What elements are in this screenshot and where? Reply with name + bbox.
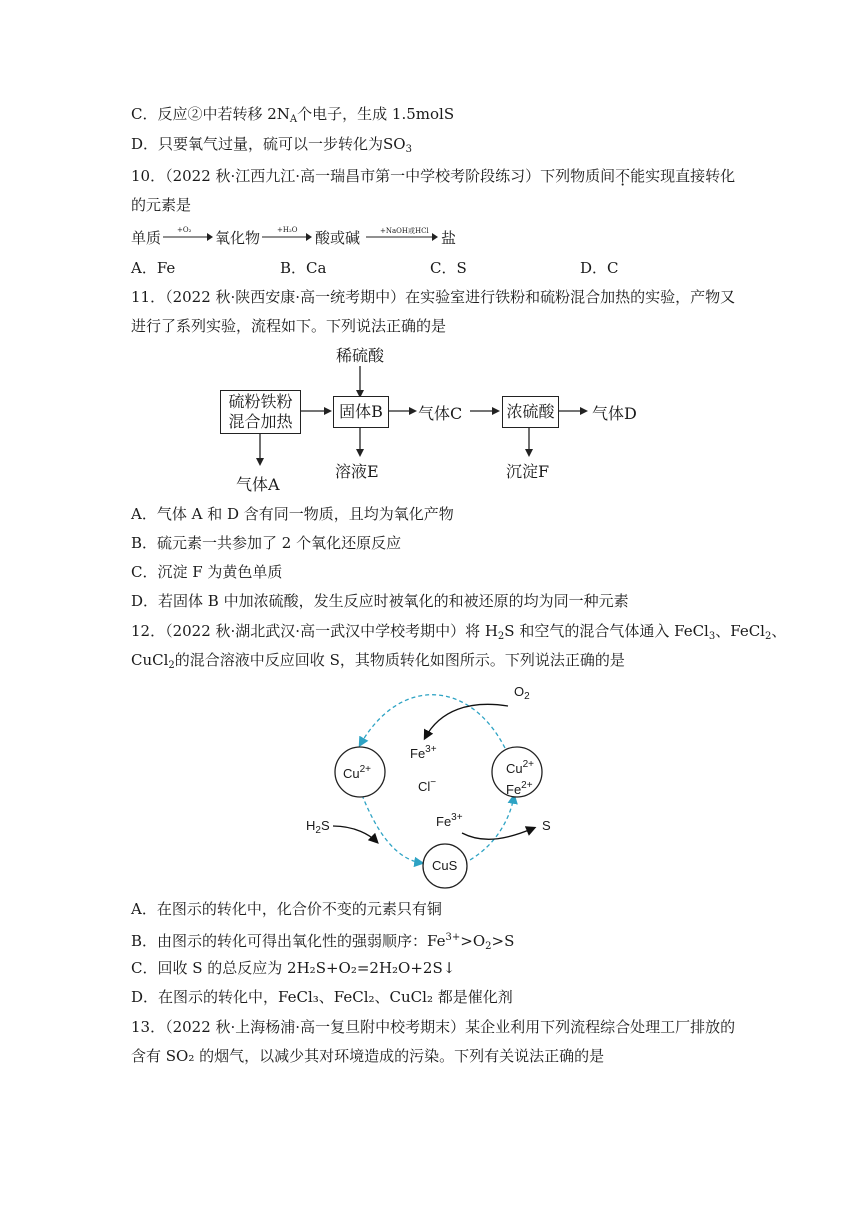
q12-option-b: B．由图示的转化可得出氧化性的强弱顺序：$Fe^{3+}>O_2>S$ — [131, 932, 515, 952]
q10-option-a: A．Fe — [131, 259, 176, 277]
q10-option-b: B．Ca — [280, 259, 327, 277]
q12-option-a: A．在图示的转化中，化合价不变的元素只有铜 — [131, 900, 442, 918]
chain-acid-base: 酸或碱 — [315, 229, 361, 247]
fe3-label: $Fe^{3+}$ — [410, 744, 437, 761]
q11-option-d: D．若固体 B 中加浓硫酸，发生反应时被氧化的和被还原的均为同一种元素 — [131, 592, 629, 610]
q11-stem-line2: 进行了系列实验，流程如下。下列说法正确的是 — [131, 317, 447, 335]
q10-option-c: C．S — [430, 259, 467, 277]
q9-option-c: C．反应②中若转移 $2N_A$个电子，生成 1.5molS — [131, 105, 455, 125]
q12-stem-line1: 12．（2022 秋·湖北武汉·高一武汉中学校考期中）将 $H_2S$ 和空气的混合气体通入 FeCl$_3$、FeCl$_2$、 — [131, 622, 787, 642]
q13-stem-line1: 13．（2022 秋·上海杨浦·高一复旦附中校考期末）某企业利用下列流程综合处理工厂排放的 — [131, 1018, 736, 1036]
q11-option-c: C．沉淀 F 为黄色单质 — [131, 563, 283, 581]
h2s-label: $H_2S$ — [306, 818, 330, 836]
chain-salt: 盐 — [441, 229, 457, 247]
box-conc-sulfuric-acid: 浓硫酸 — [502, 396, 559, 428]
emphasis-dots: 不能 — [615, 167, 646, 185]
chain-arrow-label: +H₂O — [277, 226, 298, 234]
dilute-sulfuric-acid-label: 稀硫酸 — [336, 346, 385, 365]
q11-option-a: A．气体 A 和 D 含有同一物质，且均为氧化产物 — [131, 505, 454, 523]
q9-option-d: D．只要氧气过量，硫可以一步转化为$SO_3$ — [131, 135, 412, 155]
sulfur-product-label: S — [542, 818, 551, 833]
box-heating: 硫粉铁粉 混合加热 — [220, 390, 301, 434]
cu-fe-circle-label: $Cu^{2+}$ $Fe^{2+}$ — [506, 759, 535, 797]
gas-a-label: 气体A — [236, 475, 280, 494]
q11-stem-line1: 11．（2022 秋·陕西安康·高一统考期中）在实验室进行铁粉和硫粉混合加热的实验，产物又 — [131, 288, 736, 306]
chain-oxide: 氧化物 — [215, 229, 261, 247]
precipitate-f-label: 沉淀F — [506, 462, 550, 481]
fe3-reactant-label: $Fe^{3+}$ — [436, 812, 463, 829]
chain-element: 单质 — [131, 229, 162, 247]
q12-stem-line2: CuCl$_2$的混合溶液中反应回收 S，其物质转化如图所示。下列说法正确的是 — [131, 651, 625, 671]
q12-option-c: C．回收 S 的总反应为 2H₂S+O₂=2H₂O+2S↓ — [131, 959, 456, 977]
q13-stem-line2: 含有 SO₂ 的烟气，以减少其对环境造成的污染。下列有关说法正确的是 — [131, 1047, 605, 1065]
q10-stem-line1: 10．（2022 秋·江西九江·高一瑞昌市第一中学校考阶段练习）下列物质间不能实现直接转化 — [131, 167, 736, 185]
q10-stem-line2: 的元素是 — [131, 196, 192, 214]
gas-d-label: 气体D — [592, 404, 637, 423]
solution-e-label: 溶液E — [335, 462, 379, 481]
o2-label: $O_2$ — [514, 684, 530, 702]
q10-option-d: D．C — [580, 259, 619, 277]
cu2-circle-label: $Cu^{2+}$ — [343, 764, 372, 781]
cus-circle-label: CuS — [432, 858, 458, 873]
chain-arrow-label: +O₂ — [177, 226, 192, 234]
box-solid-b: 固体B — [333, 396, 389, 428]
q12-option-d: D．在图示的转化中，FeCl₃、FeCl₂、CuCl₂ 都是催化剂 — [131, 988, 513, 1006]
chain-arrow-label: +NaOH或HCl — [380, 227, 429, 235]
q11-option-b: B．硫元素一共参加了 2 个氧化还原反应 — [131, 534, 402, 552]
gas-c-label: 气体C — [418, 404, 463, 423]
cl-label: Cl− — [418, 777, 437, 794]
